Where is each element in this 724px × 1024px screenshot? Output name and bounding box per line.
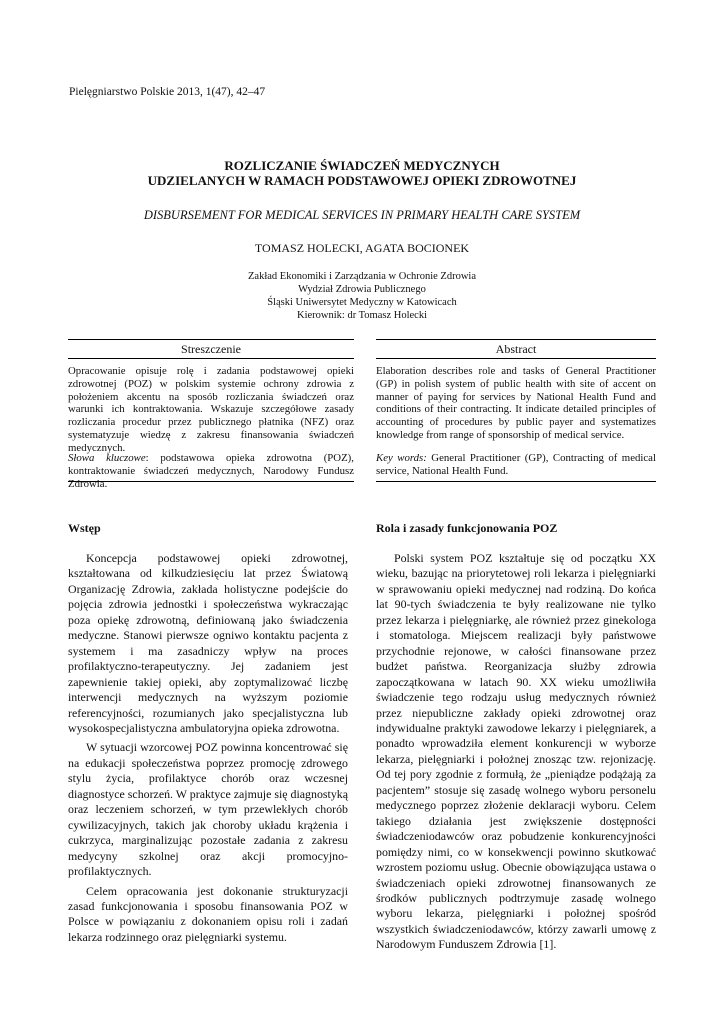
streszczenie-bottom-rule [68,481,354,482]
affiliation-line: Wydział Zdrowia Publicznego [298,284,426,295]
section-heading-rola: Rola i zasady funkcjonowania POZ [376,521,558,535]
article-title-line2: UDZIELANYCH W RAMACH PODSTAWOWEJ OPIEKI ZDROWOTNEJ [147,173,577,188]
body-paragraph: Koncepcja podstawowej opieki zdrowotnej, kształtowana od kilkudziesięciu lat przez Światową Organizację Zdrowia, zakłada holistyczne podejście do pojęcia zdrowia jednostki i społeczeństwa wykraczając poza opiekę zdrowotną, definiowaną jako świadczenia medyczne. Stanowi pierwsze ogniwo kontaktu pacjenta z systemem i ma zasadniczy wpływ na proces profilaktyczno-terapeutyczny. Jej zadaniem jest zapewnienie takiej opieki, aby zoptymalizować liczbę interwencji medycznych na wyższym poziomie referencyjności, rozumianych jako specjalistyczna lub wysokospecjalistyczna ambulatoryjna opieka zdrowotna. [68,551,348,735]
abstract-heading: Abstract [376,339,656,359]
article-title-line1: ROZLICZANIE ŚWIADCZEŃ MEDYCZNYCH [224,158,500,173]
abstract-keywords [376,452,656,478]
body-column-left [68,551,348,949]
article-title [0,158,724,188]
affiliation-line: Zakład Ekonomiki i Zarządzania w Ochronie Zdrowia [248,271,476,282]
body-paragraph: Celem opracowania jest dokonanie strukturyzacji zasad funkcjonowania i sposobu finansowania POZ w Polsce w powiązaniu z dokonaniem opisu roli i zadań lekarza rodzinnego oraz pielęgniarki systemu. [68,883,348,944]
affiliation [0,270,724,322]
streszczenie-heading: Streszczenie [68,339,354,359]
body-paragraph: Polski system POZ kształtuje się od początku XX wieku, bazując na priorytetowej roli lekarza i pielęgniarki w sprawowaniu opieki medycznej nad rodziną. Do końca lat 90-tych świadczenia te były realizowane nie tylko przez lekarza i pielęgniarkę, ale również przez ginekologa i stomatologa. Miejscem realizacji były państwowe przychodnie rejonowe, w całości finansowane przez budżet państwa. Reorganizacja służby zdrowia zapoczątkowana w latach 90. XX wieku umożliwiła świadczenie tego rodzaju usług medycznych również przez niepubliczne zakłady opieki zdrowotnej oraz indywidualne praktyki zawodowe lekarzy i pielęgniarek, a ponadto wprowadziła element konkurencji w wyborze lekarza, pielęgniarki i położnej znosząc tzw. rejonizację. Od tej pory zgodnie z formułą, że „pieniądze podążają za pacjentem” stosuje się zasadę wolnego wyboru personelu medycznego poprzez złożenie deklaracji wyboru. Celem takiego działania jest zwiększenie dostępności świadczeniodawców oraz pobudzenie konkurencyjności pomiędzy nimi, co w konsekwencji powinno skutkować wzrostem poziomu usług. Obecnie obowiązująca ustawa o świadczeniach opieki zdrowotnej finansowanych ze środków publicznych podtrzymuje zasadę wolnego wyboru lekarza, pielęgniarki i położnej spośród wszystkich świadczeniodawców, którzy zawarli umowę z Narodowym Funduszem Zdrowia [1]. [376,551,656,952]
affiliation-line: Kierownik: dr Tomasz Holecki [297,310,427,321]
keywords-text: : podstawowa opieka zdrowotna (POZ), kontraktowanie świadczeń medycznych, Narodowy Fundusz Zdrowia. [68,452,354,490]
section-heading-wstep: Wstęp [68,521,101,535]
abstract-bottom-rule [376,481,656,482]
body-paragraph: W sytuacji wzorcowej POZ powinna koncentrować się na edukacji społeczeństwa poprzez promocję zdrowego stylu życia, profilaktyce chorób oraz wczesnej diagnostyce schorzeń. W praktyce zajmuje się diagnostyką oraz leczeniem schorzeń, w tym przewlekłych chorób cywilizacyjnych, takich jak choroby układu krążenia i cukrzyca, marginalizując pozostałe zadania z zakresu medycyny szkolnej oraz akcji promocyjno-profilaktycznych. [68,740,348,879]
keywords-text: General Practitioner (GP), Contracting of medical service, National Health Fund. [376,452,656,477]
journal-reference: Pielęgniarstwo Polskie 2013, 1(47), 42–47 [69,86,266,98]
abstract-text: Elaboration describes role and tasks of General Practitioner (GP) in polish system of public health with site of accent on manner of paying for services by National Health Fund and conditions of their contracting. It indicate detailed principles of accounting of procedures by public payer and systematizes knowledge from range of sponsorship of medical service. [376,365,656,441]
authors: TOMASZ HOLECKI, AGATA BOCIONEK [254,241,470,255]
streszczenie-text: Opracowanie opisuje rolę i zadania podstawowej opieki zdrowotnej (POZ) w polskim systemie ochrony zdrowia z położeniem akcentu na sposób rozliczania świadczeń oraz warunki ich kontraktowania. Wskazuje szczegółowe zasady rozliczania procedur przez publicznego płatnika (NFZ) oraz systematyzuje wiedzę z zakresu finansowania świadczeń medycznych. [68,365,354,454]
body-column-right [376,551,656,957]
article-title-english: DISBURSEMENT FOR MEDICAL SERVICES IN PRIMARY HEALTH CARE SYSTEM [143,208,581,222]
affiliation-line: Śląski Uniwersytet Medyczny w Katowicach [267,297,457,308]
streszczenie-keywords [68,452,354,490]
keywords-label: Key words: [376,452,427,464]
keywords-label: Słowa kluczowe [68,452,146,464]
